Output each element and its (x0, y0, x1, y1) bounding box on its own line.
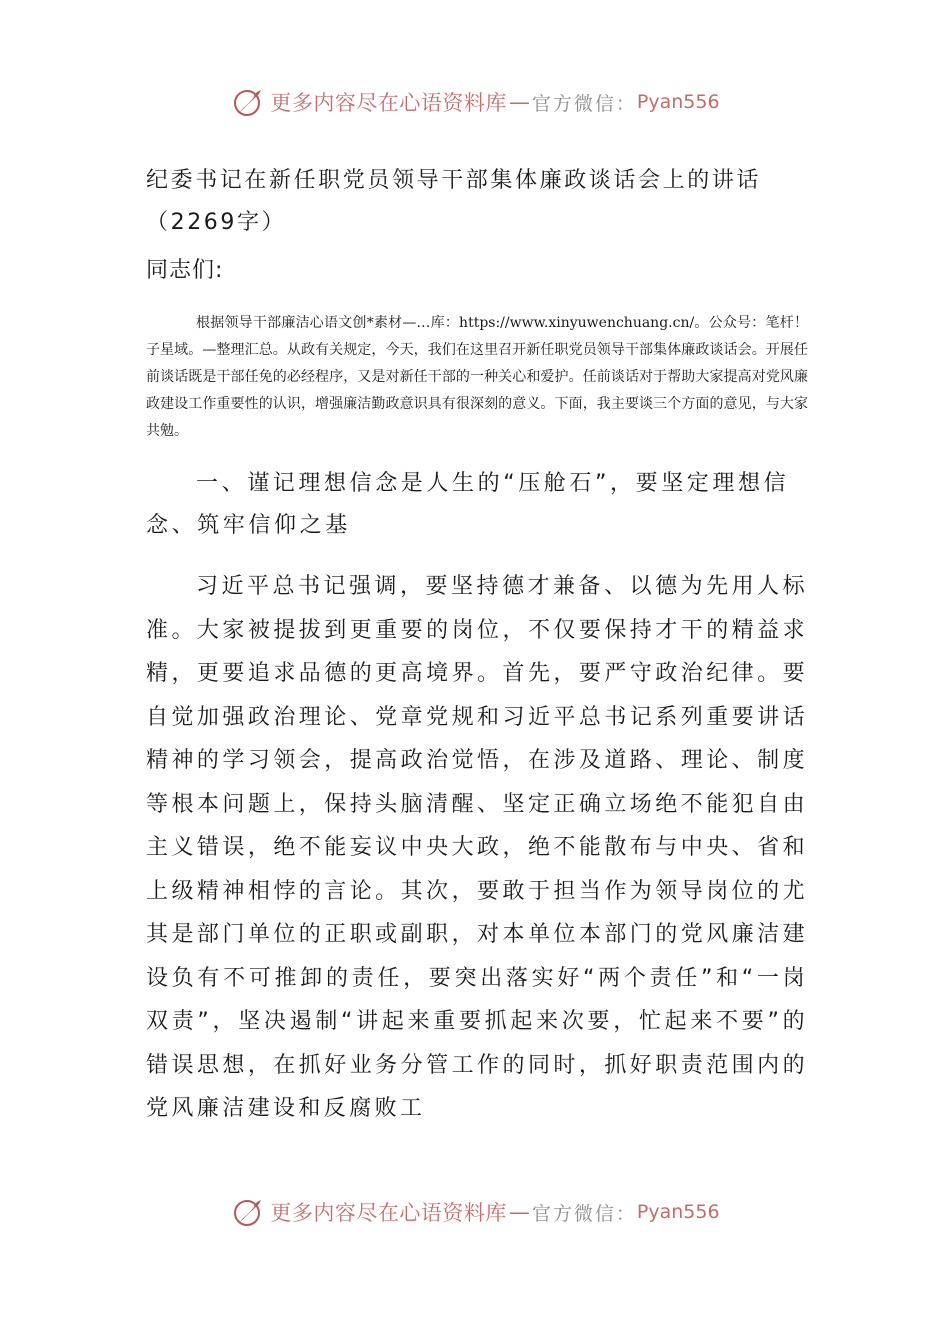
intro-paragraph: 根据领导干部廉洁心语文创*素材—…库：https://www.xinyuwenchuang.cn/。公众号：笔杆！子星域。—整理汇总。从政有关规定，今天，我们在这里召开新任职党员领导干部集体廉政谈话会。开展任前谈话既是干部任免的必经程序，又是对新任干部的一种关心和爱护。任前谈话对于帮助大家提高对党风廉政建设工作重要性的认识，增强廉洁勤政意识具有很深刻的意义。下面，我主要谈三个方面的意见，与大家共勉。 (146, 315, 808, 439)
banner-dash: — (508, 90, 530, 114)
quill-logo-icon (230, 1194, 266, 1230)
banner-brand-text: 更多内容尽在心语资料库 (270, 1201, 507, 1225)
document-body (146, 160, 808, 1131)
footer-watermark-banner (0, 1190, 950, 1234)
banner-dash: — (508, 1200, 530, 1224)
body-paragraph-1: 习近平总书记强调，要坚持德才兼备、以德为先用人标准。大家被提拔到更重要的岗位，不仅要保持才干的精益求精，更要追求品德的更高境界。首先，要严守政治纪律。要自觉加强政治理论、党章党规和习近平总书记系列重要讲话精神的学习领会，提高政治觉悟，在涉及道路、理论、制度等根本问题上，保持头脑清醒、坚定正确立场绝不能犯自由主义错误，绝不能妄议中央大政，绝不能散布与中央、省和上级精神相悖的言论。其次，要敢于担当作为领导岗位的尤其是部门单位的正职或副职，对本单位本部门的党风廉洁建设负有不可推卸的责任，要突出落实好“两个责任”和“一岗双责”，坚决遏制“讲起来重要抓起来次要，忙起来不要”的错误思想，在抓好业务分管工作的同时，抓好职责范围内的党风廉洁建设和反腐败工 (146, 574, 808, 1121)
quill-logo-icon (230, 84, 266, 120)
section-heading-1: 一、谨记理想信念是人生的“压舱石”，要坚定理想信念、筑牢信仰之基 (146, 471, 790, 538)
banner-wechat-id: Pyan556 (636, 1201, 720, 1223)
page-title: 纪委书记在新任职党员领导干部集体廉政谈话会上的讲话（2269字） (146, 168, 762, 235)
banner-official-label: 官方微信： (531, 1202, 637, 1225)
banner-brand-text: 更多内容尽在心语资料库 (270, 91, 507, 115)
header-watermark-banner (0, 80, 950, 124)
banner-official-label: 官方微信： (531, 92, 637, 115)
salutation: 同志们: (146, 258, 224, 283)
banner-wechat-id: Pyan556 (636, 91, 720, 113)
